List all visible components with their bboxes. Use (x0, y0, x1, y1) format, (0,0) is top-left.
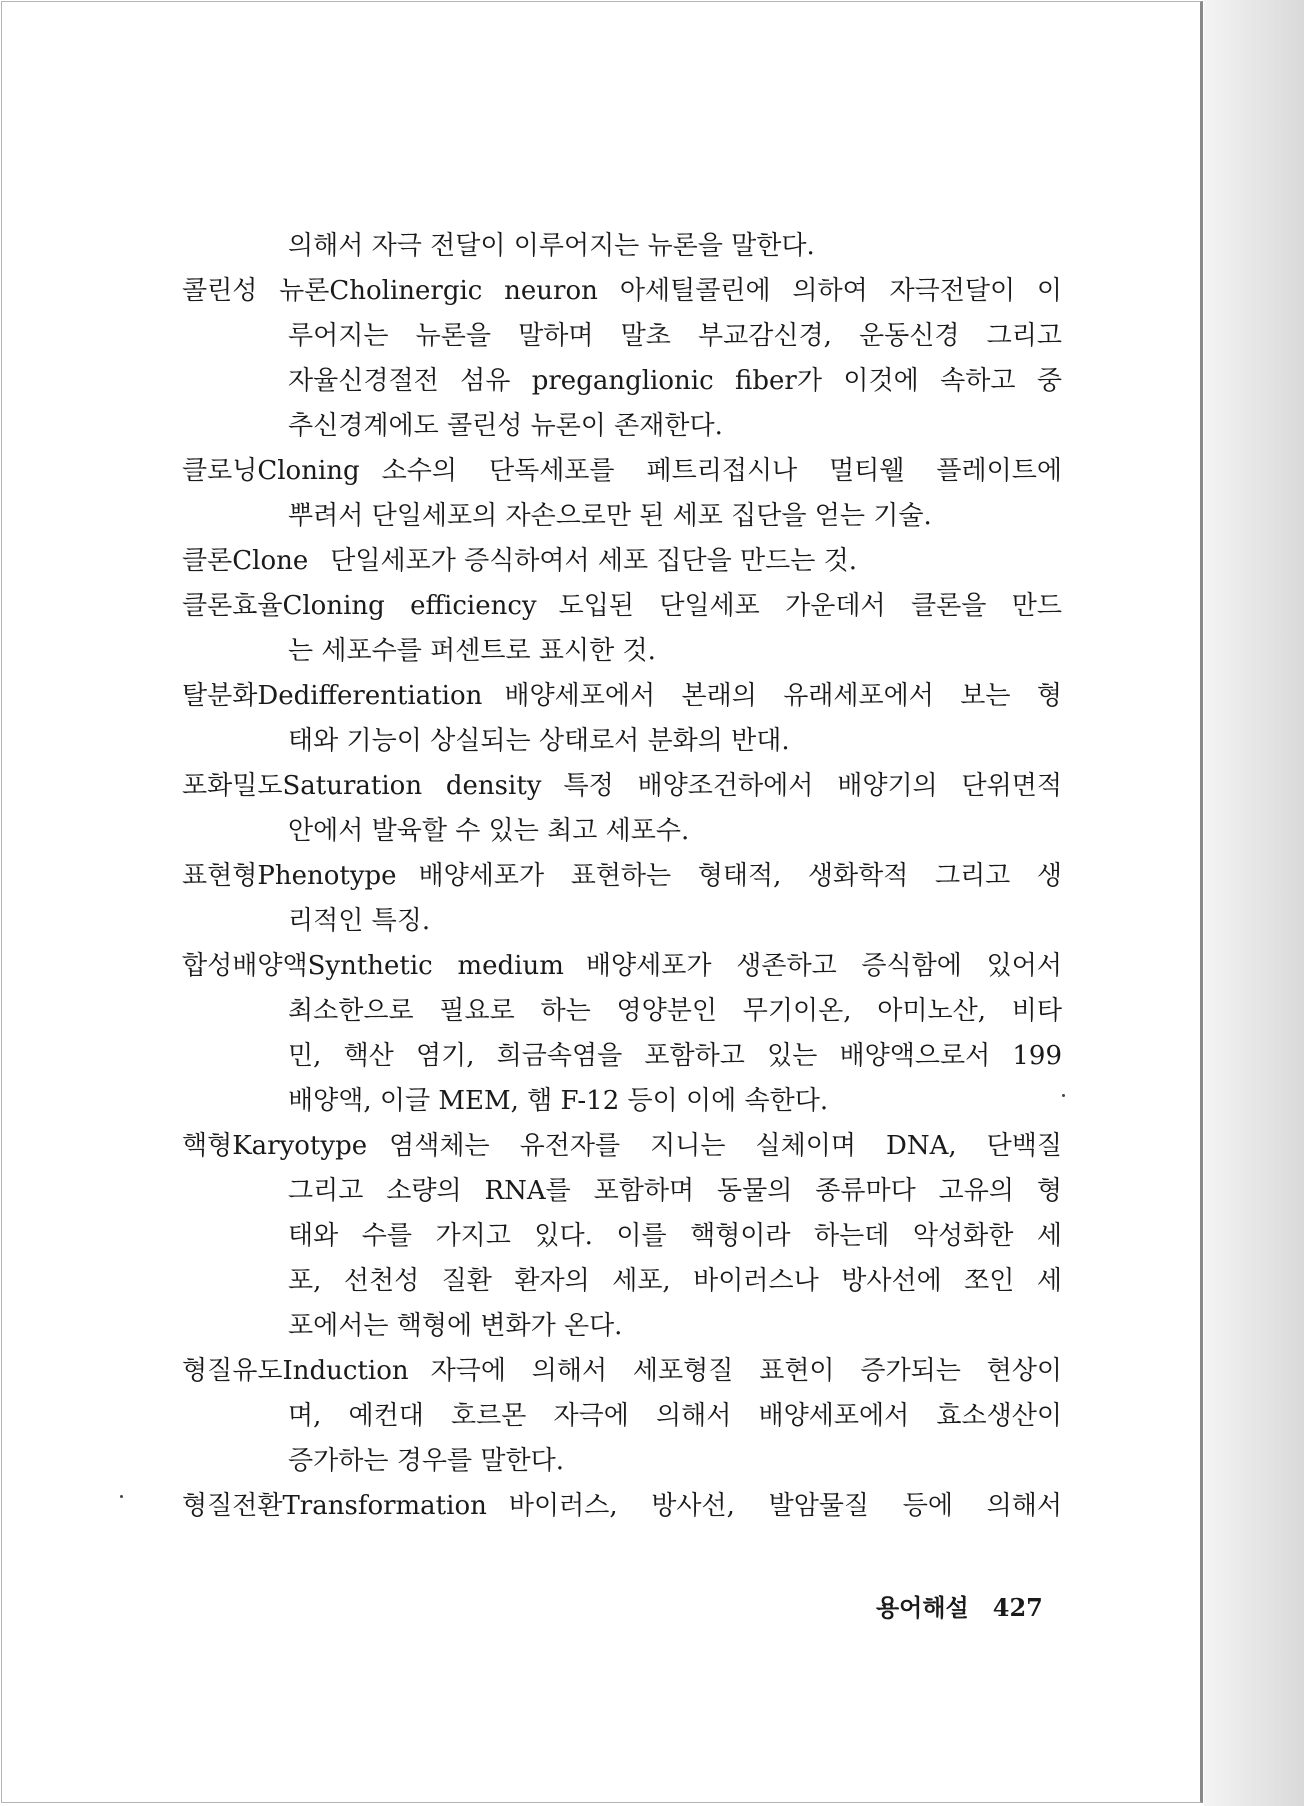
definition-text: 안에서 발육할 수 있는 최고 세포수. (288, 816, 690, 846)
entry-phenotype (182, 854, 1062, 899)
definition-text: 도입된 단일세포 가운데서 클론을 만드 (558, 591, 1062, 621)
book-page (1, 1, 1203, 1803)
entry-cholinergic-neuron (182, 269, 1062, 314)
term-label: 클로닝Cloning (182, 456, 360, 486)
definition-line (182, 719, 1062, 764)
term-label: 합성배양액Synthetic medium (182, 951, 564, 981)
definition-text: 배양액, 이글 MEM, 햄 F-12 등이 이에 속한다. (288, 1086, 829, 1116)
definition-text: 민, 핵산 염기, 희금속염을 포함하고 있는 배양액으로서 199 (288, 1041, 1062, 1071)
glossary-body (182, 224, 1062, 1529)
definition-text: 루어지는 뉴론을 말하며 말초 부교감신경, 운동신경 그리고 (288, 321, 1062, 351)
entry-transformation (182, 1484, 1062, 1529)
page-edge-shadow (1204, 0, 1304, 1806)
definition-text: 증가하는 경우를 말한다. (288, 1446, 564, 1476)
definition-text: 그리고 소량의 RNA를 포함하며 동물의 종류마다 고유의 형 (288, 1176, 1062, 1206)
definition-text: 단일세포가 증식하여서 세포 집단을 만드는 것. (330, 546, 858, 576)
definition-text: 바이러스, 방사선, 발암물질 등에 의해서 (508, 1491, 1062, 1521)
entry-continuation-line (182, 224, 1062, 269)
definition-text: 특정 배양조건하에서 배양기의 단위면적 (563, 771, 1062, 801)
entry-saturation-density (182, 764, 1062, 809)
definition-line (182, 1439, 1062, 1484)
definition-text: 자극에 의해서 세포형질 표현이 증가되는 현상이 (430, 1356, 1062, 1386)
definition-line (182, 899, 1062, 944)
definition-line (182, 1259, 1062, 1304)
definition-line (182, 1394, 1062, 1439)
definition-text: 자율신경절전 섬유 preganglionic fiber가 이것에 속하고 중 (288, 366, 1062, 396)
running-footer-title: 용어해설 (876, 1593, 969, 1622)
definition-line (182, 494, 1062, 539)
definition-text: 는 세포수를 퍼센트로 표시한 것. (288, 636, 656, 666)
entry-cloning-efficiency (182, 584, 1062, 629)
definition-text: 추신경계에도 콜린성 뉴론이 존재한다. (288, 411, 723, 441)
term-label: 콜린성 뉴론Cholinergic neuron (182, 276, 598, 306)
scan-speck (1062, 1094, 1065, 1097)
entry-induction (182, 1349, 1062, 1394)
definition-text: 소수의 단독세포를 페트리접시나 멀티웰 플레이트에 (381, 456, 1062, 486)
definition-line (182, 404, 1062, 449)
definition-line (182, 359, 1062, 404)
body-text: 의해서 자극 전달이 이루어지는 뉴론을 말한다. (288, 231, 815, 261)
term-label: 핵형Karyotype (182, 1131, 368, 1161)
page-number: 427 (992, 1593, 1043, 1622)
term-label: 클론효율Cloning efficiency (182, 591, 537, 621)
entry-clone (182, 539, 1062, 584)
entry-dedifferentiation (182, 674, 1062, 719)
definition-text: 포, 선천성 질환 환자의 세포, 바이러스나 방사선에 쪼인 세 (288, 1266, 1062, 1296)
definition-line (182, 1079, 1062, 1124)
definition-line (182, 809, 1062, 854)
term-label: 포화밀도Saturation density (182, 771, 542, 801)
entry-karyotype (182, 1124, 1062, 1169)
scan-speck (120, 1495, 123, 1498)
term-label: 탈분화Dedifferentiation (182, 681, 483, 711)
definition-text: 태와 기능이 상실되는 상태로서 분화의 반대. (288, 726, 790, 756)
definition-line (182, 989, 1062, 1034)
definition-text: 배양세포에서 본래의 유래세포에서 보는 형 (504, 681, 1062, 711)
definition-line (182, 1214, 1062, 1259)
definition-text: 배양세포가 표현하는 형태적, 생화학적 그리고 생 (418, 861, 1062, 891)
page-footer (876, 1588, 1043, 1623)
definition-text: 최소한으로 필요로 하는 영양분인 무기이온, 아미노산, 비타 (288, 996, 1062, 1026)
definition-text: 뿌려서 단일세포의 자손으로만 된 세포 집단을 얻는 기술. (288, 501, 932, 531)
term-label: 형질전환Transformation (182, 1491, 487, 1521)
definition-line (182, 1034, 1062, 1079)
term-label: 클론Clone (182, 546, 309, 576)
definition-text: 태와 수를 가지고 있다. 이를 핵형이라 하는데 악성화한 세 (288, 1221, 1062, 1251)
entry-cloning (182, 449, 1062, 494)
term-label: 표현형Phenotype (182, 861, 397, 891)
definition-text: 염색체는 유전자를 지니는 실체이며 DNA, 단백질 (389, 1131, 1062, 1161)
definition-text: 며, 예컨대 호르몬 자극에 의해서 배양세포에서 효소생산이 (288, 1401, 1062, 1431)
definition-text: 리적인 특징. (288, 906, 431, 936)
entry-synthetic-medium (182, 944, 1062, 989)
definition-text: 배양세포가 생존하고 증식함에 있어서 (585, 951, 1062, 981)
definition-line (182, 1304, 1062, 1349)
term-label: 형질유도Induction (182, 1356, 409, 1386)
definition-line (182, 314, 1062, 359)
definition-line (182, 629, 1062, 674)
definition-line (182, 1169, 1062, 1214)
definition-text: 포에서는 핵형에 변화가 온다. (288, 1311, 623, 1341)
definition-text: 아세틸콜린에 의하여 자극전달이 이 (619, 276, 1062, 306)
